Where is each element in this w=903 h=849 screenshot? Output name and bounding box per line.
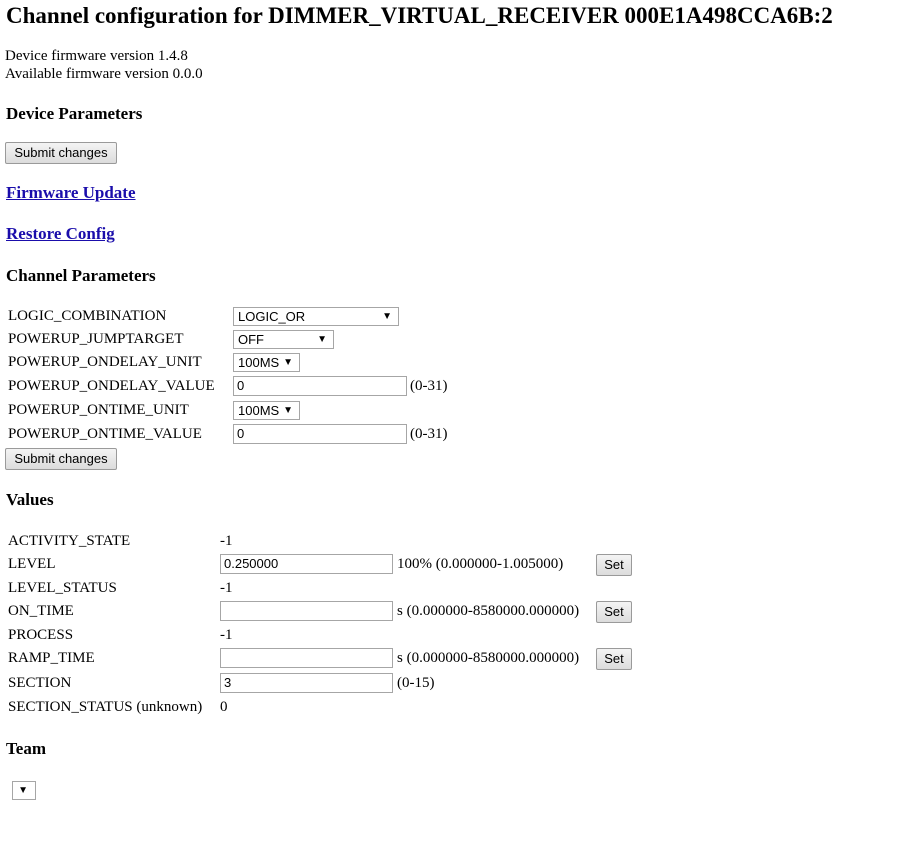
param-label-powerup-jumptarget: POWERUP_JUMPTARGET bbox=[8, 331, 184, 347]
value-label-level-status: LEVEL_STATUS bbox=[8, 580, 117, 596]
on-time-range: s (0.000000-8580000.000000) bbox=[397, 603, 580, 619]
value-label-activity-state: ACTIVITY_STATE bbox=[8, 533, 131, 549]
set-level-button[interactable]: Set bbox=[596, 554, 632, 576]
firmware-update-link[interactable]: Firmware Update bbox=[6, 183, 136, 202]
team-select[interactable] bbox=[12, 781, 36, 800]
chevron-down-icon: ▼ bbox=[382, 311, 392, 322]
value-label-section-status: SECTION_STATUS (unknown) bbox=[8, 699, 203, 715]
available-firmware-version: Available firmware version 0.0.0 bbox=[5, 66, 203, 82]
ramp-time-range: s (0.000000-8580000.000000) bbox=[397, 650, 580, 666]
section-input[interactable]: 3 bbox=[220, 673, 393, 693]
powerup-jumptarget-value: OFF bbox=[238, 332, 264, 347]
submit-device-params-button[interactable]: Submit changes bbox=[5, 142, 117, 164]
value-label-on-time: ON_TIME bbox=[8, 603, 74, 619]
ramp-time-input[interactable] bbox=[220, 648, 393, 668]
powerup-ontime-value-input[interactable]: 0 bbox=[233, 424, 407, 444]
level-range: 100% (0.000000-1.005000) bbox=[397, 556, 564, 572]
value-label-process: PROCESS bbox=[8, 627, 74, 643]
set-on-time-button[interactable]: Set bbox=[596, 601, 632, 623]
restore-config-link[interactable]: Restore Config bbox=[6, 224, 115, 243]
powerup-ondelay-value-range: (0-31) bbox=[410, 378, 448, 394]
powerup-ontime-unit-value: 100MS bbox=[238, 403, 280, 418]
team-heading: Team bbox=[6, 739, 46, 758]
level-status-value: -1 bbox=[220, 580, 233, 596]
logic-combination-select[interactable] bbox=[233, 307, 399, 326]
section-status-value: 0 bbox=[220, 699, 228, 715]
submit-channel-params-button[interactable]: Submit changes bbox=[5, 448, 117, 470]
logic-combination-value: LOGIC_OR bbox=[238, 309, 306, 324]
param-label-powerup-ondelay-unit: POWERUP_ONDELAY_UNIT bbox=[8, 354, 202, 370]
device-firmware-version: Device firmware version 1.4.8 bbox=[5, 48, 188, 64]
on-time-input[interactable] bbox=[220, 601, 393, 621]
powerup-ontime-value-range: (0-31) bbox=[410, 426, 448, 442]
values-heading: Values bbox=[6, 490, 54, 509]
value-label-section: SECTION bbox=[8, 675, 72, 691]
param-label-powerup-ontime-value: POWERUP_ONTIME_VALUE bbox=[8, 426, 202, 442]
activity-state-value: -1 bbox=[220, 533, 233, 549]
value-label-ramp-time: RAMP_TIME bbox=[8, 650, 95, 666]
chevron-down-icon: ▼ bbox=[283, 357, 293, 368]
powerup-ontime-unit-select[interactable] bbox=[233, 401, 300, 420]
page-title: Channel configuration for DIMMER_VIRTUAL_RECEIVER 000E1A498CCA6B:2 bbox=[6, 3, 833, 28]
powerup-ondelay-value-input[interactable]: 0 bbox=[233, 376, 407, 396]
chevron-down-icon: ▼ bbox=[317, 334, 327, 345]
param-label-powerup-ondelay-value: POWERUP_ONDELAY_VALUE bbox=[8, 378, 215, 394]
param-label-powerup-ontime-unit: POWERUP_ONTIME_UNIT bbox=[8, 402, 189, 418]
device-parameters-heading: Device Parameters bbox=[6, 104, 143, 123]
param-label-logic-combination: LOGIC_COMBINATION bbox=[8, 308, 167, 324]
chevron-down-icon: ▼ bbox=[283, 405, 293, 416]
chevron-down-icon: ▼ bbox=[18, 785, 28, 796]
value-label-level: LEVEL bbox=[8, 556, 56, 572]
powerup-jumptarget-select[interactable] bbox=[233, 330, 334, 349]
powerup-ondelay-unit-value: 100MS bbox=[238, 355, 280, 370]
channel-parameters-heading: Channel Parameters bbox=[6, 266, 156, 285]
set-ramp-time-button[interactable]: Set bbox=[596, 648, 632, 670]
section-range: (0-15) bbox=[397, 675, 435, 691]
powerup-ondelay-unit-select[interactable] bbox=[233, 353, 300, 372]
level-input[interactable]: 0.250000 bbox=[220, 554, 393, 574]
process-value: -1 bbox=[220, 627, 233, 643]
